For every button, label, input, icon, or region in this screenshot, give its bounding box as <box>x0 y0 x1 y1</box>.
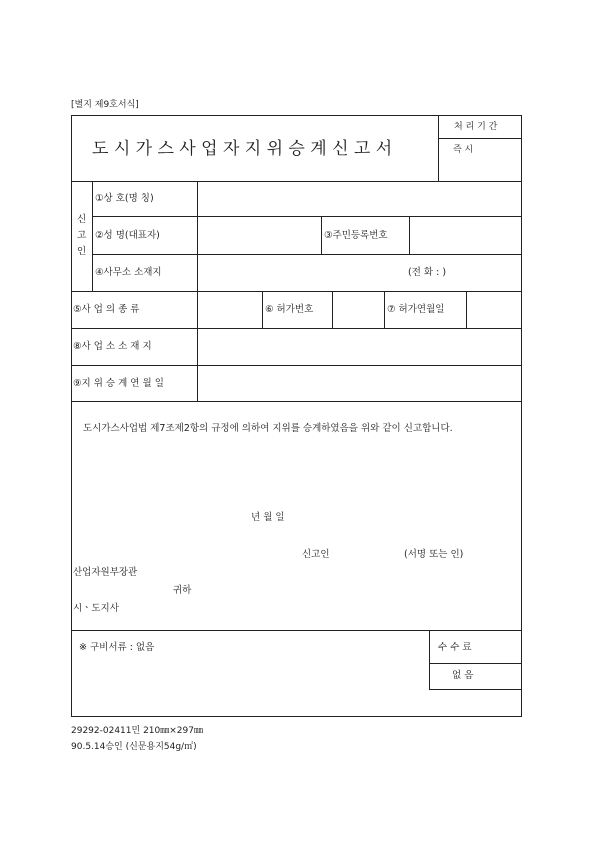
rule-site-bottom <box>71 365 522 366</box>
processing-divider <box>438 115 439 181</box>
applicant-side-label-3: 인 <box>77 246 87 257</box>
rule-applicant-bottom <box>71 291 522 292</box>
applicant-side-label-1: 신 <box>77 214 87 225</box>
signature-hint: (서명 또는 인) <box>404 549 464 560</box>
processing-period-value: 즉 시 <box>453 145 474 155</box>
resident-no-divider-left <box>321 216 322 254</box>
license-date-label: ⑦ 허가연월일 <box>387 304 445 315</box>
form-reference: [별지 제9호서식] <box>71 100 139 110</box>
license-no-divider-left <box>262 291 263 328</box>
applicant-side-label-2: 고 <box>77 230 87 241</box>
name-label: ②성 명(대표자) <box>95 230 160 241</box>
rule-business-bottom <box>71 328 522 329</box>
label-column-divider <box>197 181 198 401</box>
resident-no-divider-right <box>409 216 410 254</box>
rule-company-bottom <box>92 216 522 217</box>
office-address-label: ④사무소 소재지 <box>95 267 162 278</box>
rule-name-bottom <box>92 254 522 255</box>
form-title: 도 시 가 스 사 업 자 지 위 승 계 신 고 서 <box>92 139 393 159</box>
company-label: ①상 호(명 칭) <box>95 193 154 204</box>
license-no-divider-right <box>332 291 333 328</box>
recipient-honorific: 귀하 <box>173 585 192 596</box>
fee-divider <box>429 630 430 689</box>
license-date-divider-left <box>384 291 385 328</box>
recipient-governor: 시ㆍ도지사 <box>73 603 119 614</box>
rule-fee-bottom <box>429 689 522 690</box>
fee-value: 없 음 <box>452 670 474 681</box>
succession-date-label: ⑨지 위 승 계 연 월 일 <box>73 378 164 389</box>
attachments-note: ※ 구비서류 : 없음 <box>79 642 155 653</box>
reporter-label: 신고인 <box>302 549 330 560</box>
rule-title-bottom <box>71 181 522 182</box>
form-frame <box>71 115 522 717</box>
fee-header: 수 수 료 <box>438 642 472 653</box>
date-line: 년 월 일 <box>251 512 285 523</box>
phone-label: (전 화 : ) <box>408 267 447 278</box>
statement-text: 도시가스사업법 제7조제2항의 규정에 의하여 지위를 승계하였음을 위와 같이 신고합니다. <box>83 423 453 434</box>
recipient-minister: 산업자원부장관 <box>73 567 138 578</box>
footer-form-code: 29292-02411민 210㎜×297㎜ <box>71 726 203 736</box>
footer-approval: 90.5.14승인 (신문용지54g/㎡) <box>71 742 197 752</box>
business-type-label: ⑤사 업 의 종 류 <box>73 304 140 315</box>
processing-rule <box>438 138 522 139</box>
rule-succession-bottom <box>71 401 522 402</box>
site-address-label: ⑧사 업 소 소 재 지 <box>73 341 152 352</box>
license-no-label: ⑥ 허가번호 <box>265 304 314 315</box>
processing-period-label: 처 리 기 간 <box>454 122 498 132</box>
license-date-divider-right <box>466 291 467 328</box>
rule-statement-bottom <box>71 630 522 631</box>
resident-no-label: ③주민등록번호 <box>324 230 388 241</box>
rule-fee-middle <box>429 663 522 664</box>
applicant-side-divider <box>92 181 93 291</box>
